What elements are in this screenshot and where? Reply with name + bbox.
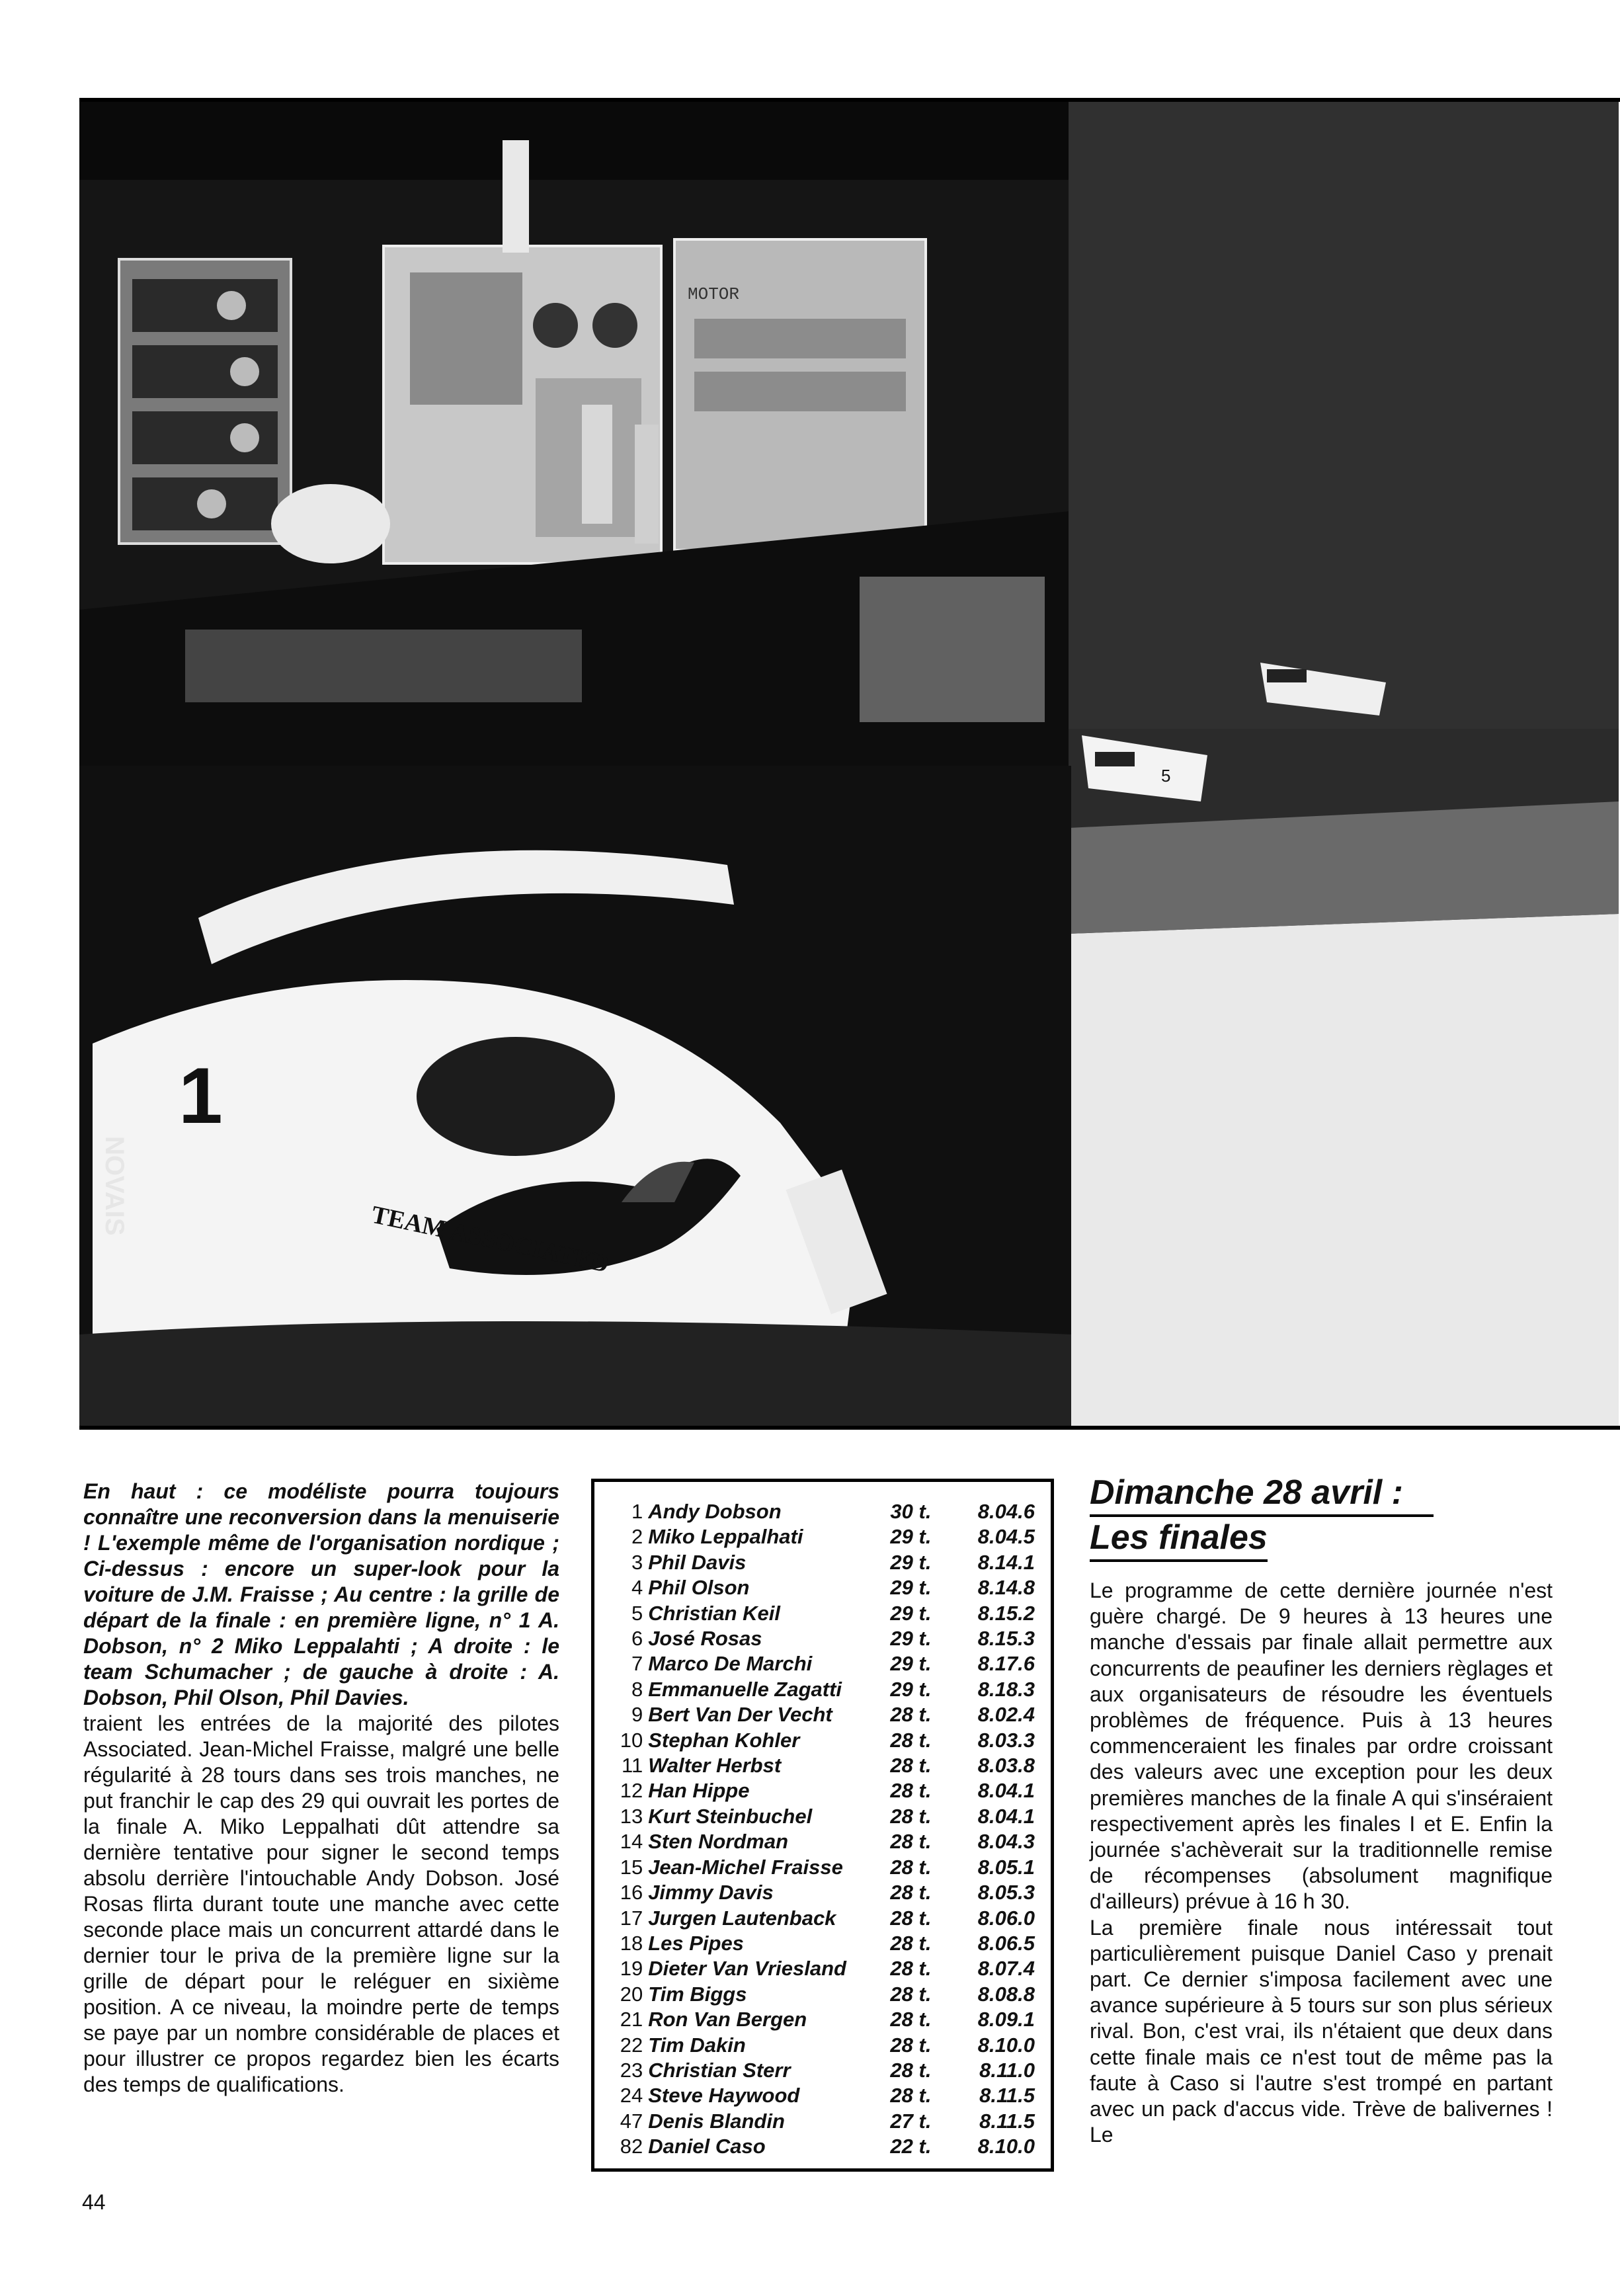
result-time: 8.04.1 xyxy=(977,1779,1035,1803)
result-name: Han Hippe xyxy=(648,1779,750,1803)
table-row xyxy=(609,1906,1035,1931)
result-name: Daniel Caso xyxy=(648,2135,766,2158)
result-rank: 9 xyxy=(631,1703,643,1727)
photo-race-car xyxy=(79,766,1071,1428)
result-laps: 29 t. xyxy=(890,1525,932,1549)
result-rank: 22 xyxy=(620,2033,643,2057)
table-row xyxy=(609,2134,1035,2159)
result-rank: 14 xyxy=(620,1830,643,1854)
result-time: 8.18.3 xyxy=(977,1677,1035,1701)
team-label: TEAM ASSOCIATED xyxy=(369,1200,612,1278)
result-laps: 22 t. xyxy=(890,2135,932,2158)
result-time: 8.02.4 xyxy=(977,1703,1035,1727)
table-row xyxy=(609,1626,1035,1651)
result-time: 8.07.4 xyxy=(977,1957,1035,1981)
table-row xyxy=(609,2007,1035,2032)
result-rank: 47 xyxy=(620,2109,643,2133)
result-rank: 1 xyxy=(631,1500,643,1523)
result-laps: 28 t. xyxy=(890,1855,932,1879)
result-laps: 28 t. xyxy=(890,1804,932,1828)
result-name: Marco De Marchi xyxy=(648,1652,813,1676)
result-time: 8.04.6 xyxy=(977,1500,1035,1523)
track-illustration xyxy=(1069,101,1619,1428)
result-rank: 17 xyxy=(620,1906,643,1930)
result-time: 8.15.3 xyxy=(977,1627,1035,1651)
result-time: 8.10.0 xyxy=(977,2033,1035,2057)
result-rank: 19 xyxy=(620,1957,643,1981)
result-rank: 8 xyxy=(631,1677,643,1701)
table-row xyxy=(609,1829,1035,1854)
result-name: Les Pipes xyxy=(648,1931,744,1955)
result-rank: 3 xyxy=(631,1550,643,1574)
result-laps: 28 t. xyxy=(890,1931,932,1955)
table-row xyxy=(609,1702,1035,1727)
page-number: 44 xyxy=(82,2190,106,2214)
result-laps: 28 t. xyxy=(890,1982,932,2006)
result-name: Christian Keil xyxy=(648,1601,781,1625)
result-time: 8.08.8 xyxy=(977,1982,1035,2006)
result-time: 8.05.1 xyxy=(977,1855,1035,1879)
result-time: 8.04.1 xyxy=(977,1804,1035,1828)
photo-workshop xyxy=(79,101,1076,768)
table-row xyxy=(609,1601,1035,1626)
result-time: 8.09.1 xyxy=(977,2008,1035,2031)
result-name: Miko Leppalhati xyxy=(648,1525,803,1549)
result-time: 8.05.3 xyxy=(977,1881,1035,1905)
result-name: Tim Dakin xyxy=(648,2033,746,2057)
table-row xyxy=(609,2058,1035,2083)
result-rank: 82 xyxy=(620,2135,643,2158)
result-laps: 28 t. xyxy=(890,1754,932,1778)
table-row xyxy=(609,2033,1035,2058)
bottom-frame-line xyxy=(79,1426,1620,1430)
result-name: Steve Haywood xyxy=(648,2084,800,2108)
result-name: Ron Van Bergen xyxy=(648,2008,807,2031)
result-rank: 18 xyxy=(620,1931,643,1955)
result-laps: 28 t. xyxy=(890,2033,932,2057)
result-rank: 7 xyxy=(631,1652,643,1676)
result-time: 8.03.8 xyxy=(977,1754,1035,1778)
table-row xyxy=(609,1728,1035,1753)
result-laps: 29 t. xyxy=(890,1601,932,1625)
table-row xyxy=(609,1499,1035,1524)
result-laps: 28 t. xyxy=(890,1779,932,1803)
result-name: Jean-Michel Fraisse xyxy=(648,1855,843,1879)
box-label: MOTOR xyxy=(688,284,740,304)
result-name: Dieter Van Vriesland xyxy=(648,1957,846,1981)
result-rank: 11 xyxy=(622,1754,643,1778)
result-laps: 28 t. xyxy=(890,2008,932,2031)
result-name: Jimmy Davis xyxy=(648,1881,774,1905)
result-time: 8.10.0 xyxy=(977,2135,1035,2158)
result-time: 8.11.5 xyxy=(979,2109,1035,2133)
table-row xyxy=(609,2109,1035,2134)
result-rank: 21 xyxy=(620,2008,643,2031)
result-rank: 5 xyxy=(631,1601,643,1625)
photo-track xyxy=(1069,101,1619,1428)
result-time: 8.06.5 xyxy=(977,1931,1035,1955)
table-row xyxy=(609,1778,1035,1803)
car-number: 1 xyxy=(179,1051,223,1140)
result-time: 8.11.0 xyxy=(979,2058,1035,2082)
result-laps: 28 t. xyxy=(890,1957,932,1981)
result-time: 8.06.0 xyxy=(977,1906,1035,1930)
result-name: Tim Biggs xyxy=(648,1982,747,2006)
table-row xyxy=(609,1575,1035,1600)
top-frame-line xyxy=(79,98,1620,102)
result-time: 8.03.3 xyxy=(977,1728,1035,1752)
result-laps: 28 t. xyxy=(890,1906,932,1930)
table-row xyxy=(609,1956,1035,1981)
result-laps: 27 t. xyxy=(890,2109,932,2133)
result-laps: 28 t. xyxy=(890,2058,932,2082)
results-table xyxy=(591,1479,1054,2172)
article-paragraph: La première finale nous intéressait tout particulièrement puisque Daniel Caso y prenait part. Ce dernier s'imposa facilement avec une avance supérieure à 5 tours sur son plus sérieux rival. Bon, c'est vrai, ils n'étaient que deux dans cette finale mais ce n'est tout de même pas la faute à Caso si l'autre s'est trompé en partant avec un pack d'accus vide. Trève de balivernes ! Le xyxy=(1090,1915,1553,2147)
photo-caption: En haut : ce modéliste pourra toujours connaître une reconversion dans la menuiserie ! L'exemple même de l'organisation nordique ; Ci-dessus : encore un super-look pour la voiture de J.M. Fraisse ; Au centre : la grille de départ de la finale : en première ligne, n° 1 A. Dobson, n° 2 Miko Leppalahti ; A droite : le team Schumacher ; de gauche à droite : A. Dobson, Phil Olson, Phil Davies. xyxy=(83,1479,559,1709)
table-row xyxy=(609,1753,1035,1778)
workshop-illustration xyxy=(79,101,1076,768)
result-rank: 16 xyxy=(620,1881,643,1905)
table-row xyxy=(609,2083,1035,2108)
track-car-number: 5 xyxy=(1161,766,1171,786)
result-name: Bert Van Der Vecht xyxy=(648,1703,832,1727)
table-row xyxy=(609,1931,1035,1956)
result-laps: 28 t. xyxy=(890,1703,932,1727)
article-paragraph: Le programme de cette dernière journée n'est guère chargé. De 9 heures à 13 heures une manche d'essais par finale allait permettre aux concurrents de peaufiner les derniers règlages et aux organisateurs de résoudre les éventuels problèmes de fréquence. Puis à 13 heures commenceraient les finales par ordre croissant des valeurs avec une exception pour les deux premières manches de la finale A qui s'inséraient respectivement après les finales I et E. Enfin la journée s'achèverait sur la traditionnelle remise de récompenses (absolument magnifique d'ailleurs) prévue à 16 h 30. xyxy=(1090,1578,1553,1914)
table-row xyxy=(609,1982,1035,2007)
result-name: Phil Olson xyxy=(648,1576,750,1600)
result-laps: 29 t. xyxy=(890,1627,932,1651)
result-rank: 13 xyxy=(620,1804,643,1828)
result-time: 8.04.3 xyxy=(977,1830,1035,1854)
result-name: Jurgen Lautenback xyxy=(648,1906,836,1930)
result-laps: 30 t. xyxy=(890,1500,932,1523)
result-laps: 28 t. xyxy=(890,1830,932,1854)
article-body xyxy=(1090,1578,1553,2148)
result-rank: 2 xyxy=(631,1525,643,1549)
result-name: Stephan Kohler xyxy=(648,1728,800,1752)
result-rank: 10 xyxy=(620,1728,643,1752)
result-name: Walter Herbst xyxy=(648,1754,782,1778)
result-name: Emmanuelle Zagatti xyxy=(648,1677,842,1701)
result-laps: 29 t. xyxy=(890,1652,932,1676)
table-row xyxy=(609,1550,1035,1575)
result-laps: 28 t. xyxy=(890,2084,932,2108)
results-rows xyxy=(609,1499,1035,2160)
result-laps: 29 t. xyxy=(890,1550,932,1574)
side-label: NOVAIS xyxy=(100,1136,129,1236)
result-time: 8.11.5 xyxy=(979,2084,1035,2108)
left-body-text: traient les entrées de la majorité des pilotes Associated. Jean-Michel Fraisse, malgré une belle régularité à 28 tours dans ses trois manches, ne put franchir le cap des 29 qui ouvrait les portes de la finale A. Miko Leppalhati dût attendre sa dernière tentative pour signer le second temps absolu derrière l'intouchable Andy Dobson. José Rosas flirta durant toute une manche avec cette seconde place mais un concurrent attardé dans le dernier tour le priva de la première ligne sur la grille de départ pour le reléguer en sixième position. A ce niveau, la moindre perte de temps se paye par un nombre considérable de places et pour illustrer ce propos regardez bien les écarts des temps de qualifications. xyxy=(83,1711,559,2096)
article-title xyxy=(1090,1472,1553,1562)
left-column xyxy=(83,1479,559,2098)
result-rank: 24 xyxy=(620,2084,643,2108)
result-time: 8.04.5 xyxy=(977,1525,1035,1549)
result-rank: 15 xyxy=(620,1855,643,1879)
table-row xyxy=(609,1880,1035,1905)
article-title-line1: Dimanche 28 avril : xyxy=(1090,1472,1434,1517)
table-row xyxy=(609,1804,1035,1829)
table-row xyxy=(609,1855,1035,1880)
result-time: 8.14.8 xyxy=(977,1576,1035,1600)
race-car-illustration xyxy=(79,766,1071,1428)
result-time: 8.15.2 xyxy=(977,1601,1035,1625)
result-laps: 29 t. xyxy=(890,1576,932,1600)
table-row xyxy=(609,1677,1035,1702)
result-laps: 28 t. xyxy=(890,1728,932,1752)
article-title-line2: Les finales xyxy=(1090,1517,1268,1562)
result-name: José Rosas xyxy=(648,1627,762,1651)
result-laps: 29 t. xyxy=(890,1677,932,1701)
result-name: Kurt Steinbuchel xyxy=(648,1804,813,1828)
table-row xyxy=(609,1524,1035,1549)
result-name: Phil Davis xyxy=(648,1550,747,1574)
result-time: 8.14.1 xyxy=(977,1550,1035,1574)
table-row xyxy=(609,1651,1035,1676)
result-name: Sten Nordman xyxy=(648,1830,789,1854)
result-name: Christian Sterr xyxy=(648,2058,791,2082)
result-rank: 20 xyxy=(620,1982,643,2006)
result-rank: 4 xyxy=(631,1576,643,1600)
result-rank: 6 xyxy=(631,1627,643,1651)
result-time: 8.17.6 xyxy=(977,1652,1035,1676)
result-rank: 23 xyxy=(620,2058,643,2082)
result-laps: 28 t. xyxy=(890,1881,932,1905)
result-rank: 12 xyxy=(620,1779,643,1803)
result-name: Andy Dobson xyxy=(648,1500,782,1523)
result-name: Denis Blandin xyxy=(648,2109,785,2133)
